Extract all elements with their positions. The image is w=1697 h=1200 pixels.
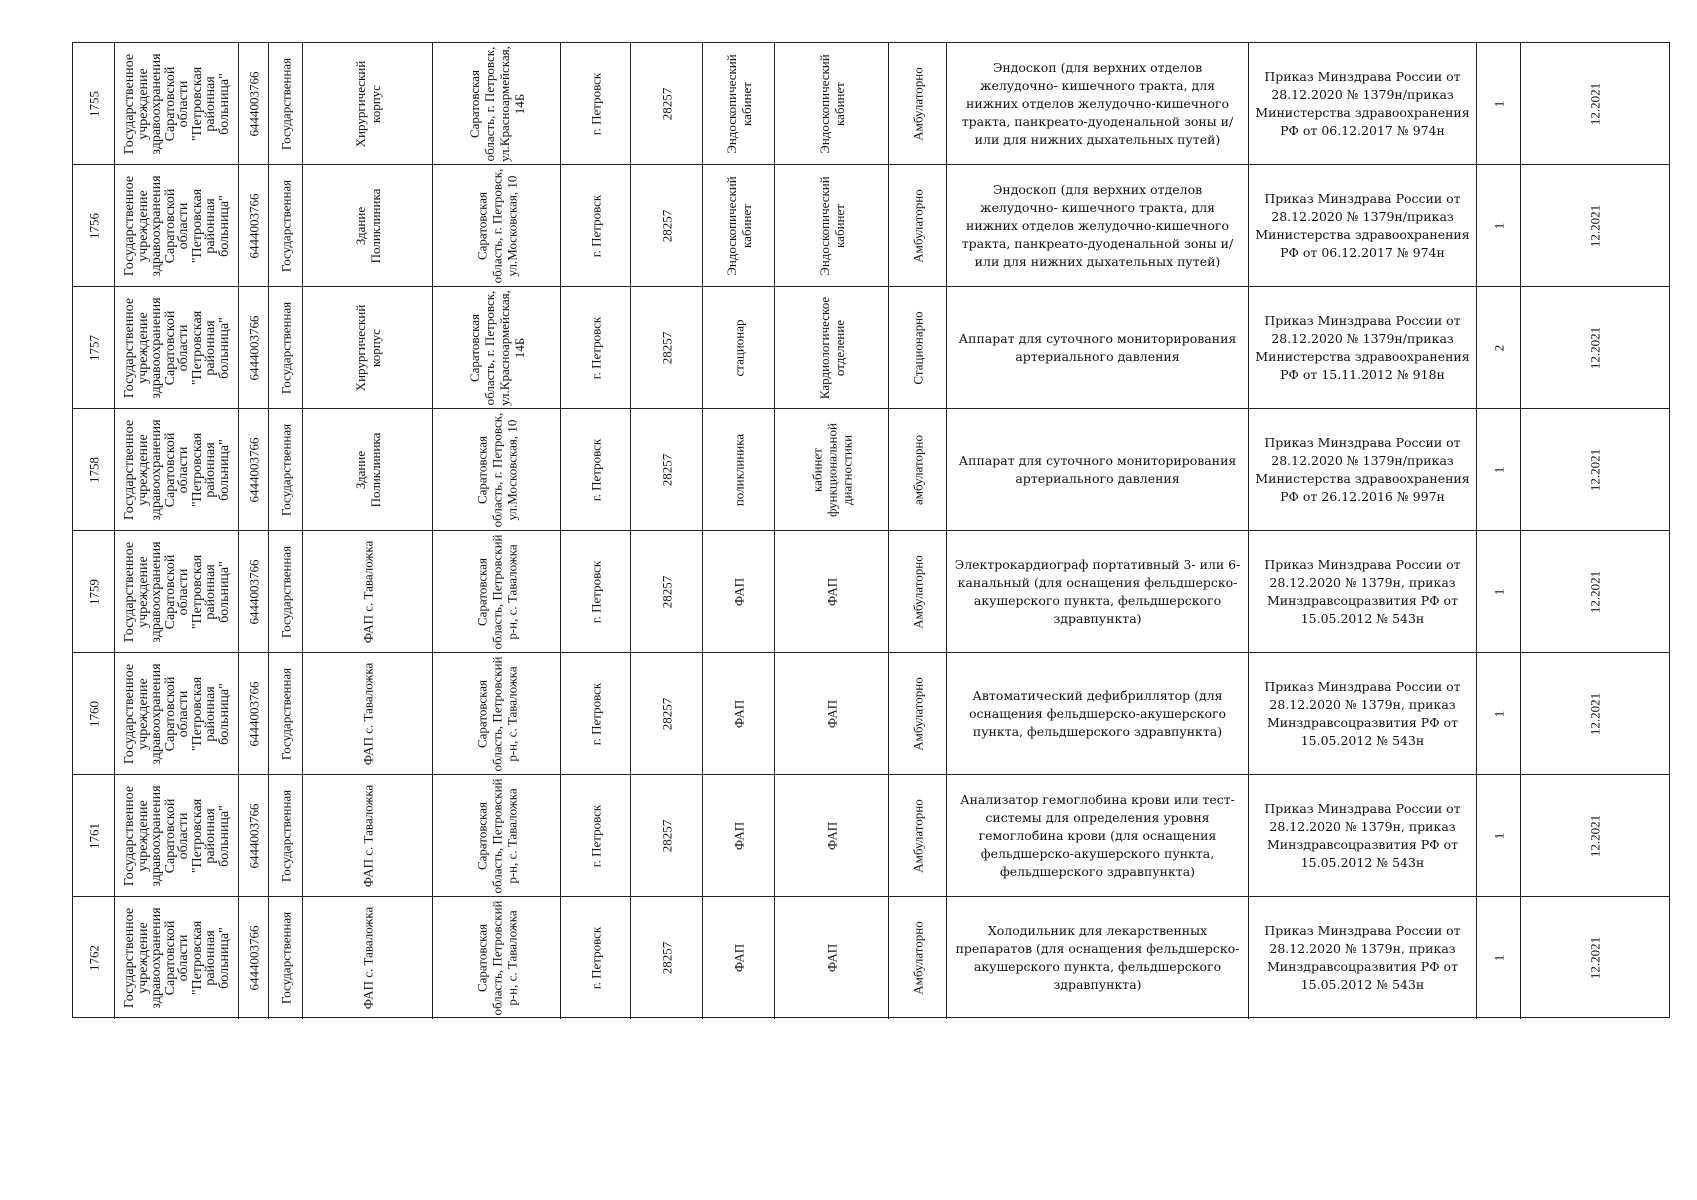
equipment-text: Аппарат для суточного мониторирования артериального давления — [958, 330, 1237, 364]
equipment-cell — [947, 409, 1249, 530]
table-row — [73, 287, 1669, 409]
record-number-cell — [73, 531, 115, 652]
table-row — [73, 775, 1669, 897]
qty-text: 1 — [1491, 954, 1506, 962]
address-text: Саратовская область, Петровский р-н, с. Таваложка — [474, 656, 519, 771]
record-number-cell — [73, 287, 115, 408]
address-cell — [433, 775, 561, 896]
ownership-cell — [269, 775, 303, 896]
equipment-cell — [947, 43, 1249, 164]
equipment-cell — [947, 287, 1249, 408]
address-text: Саратовская область, г. Петровск, ул.Красноармейская, 14Б — [466, 289, 527, 406]
care-mode-cell — [889, 653, 947, 774]
org-text: Государственное учреждение здравоохранения Саратовской области "Петровская районная больница" — [121, 52, 231, 155]
mode-text: Амбулаторно — [910, 798, 925, 873]
building-text: ФАП с. Таваложка — [360, 662, 375, 765]
order-cell — [1249, 653, 1477, 774]
equipment-cell — [947, 653, 1249, 774]
inn-cell — [239, 43, 269, 164]
code-cell — [631, 775, 703, 896]
unit-text: Эндоскопический кабинет — [723, 175, 754, 276]
date-cell — [1521, 531, 1669, 652]
organization-cell — [115, 897, 239, 1019]
num-text: 1755 — [86, 90, 101, 117]
care-mode-cell — [889, 775, 947, 896]
qty-text: 1 — [1491, 466, 1506, 473]
unit-cell — [703, 653, 775, 774]
date-text: 12.2021 — [1587, 326, 1603, 369]
address-cell — [433, 43, 561, 164]
org-text: Государственное учреждение здравоохранения Саратовской области "Петровская районная больница" — [121, 662, 231, 765]
unit-cell — [703, 531, 775, 652]
code-cell — [631, 165, 703, 286]
room-cell — [775, 775, 889, 896]
order-text: Приказ Минздрава России от 28.12.2020 № 1379н, приказ Минздравсоцразвития РФ от 15.05.2012 № 543н — [1264, 923, 1461, 992]
org-text: Государственное учреждение здравоохранения Саратовской области "Петровская районная больница" — [121, 296, 231, 399]
code-cell — [631, 531, 703, 652]
city-cell — [561, 775, 631, 896]
mode-text: Амбулаторно — [910, 188, 925, 263]
date-text: 12.2021 — [1587, 692, 1603, 735]
org-text: Государственное учреждение здравоохранения Саратовской области "Петровская районная больница" — [121, 418, 231, 521]
organization-cell — [115, 409, 239, 530]
building-cell — [303, 531, 433, 652]
city-cell — [561, 165, 631, 286]
code-text: 28257 — [659, 87, 674, 120]
room-cell — [775, 43, 889, 164]
org-text: Государственное учреждение здравоохранения Саратовской области "Петровская районная больница" — [121, 784, 231, 887]
date-text: 12.2021 — [1587, 204, 1603, 247]
city-text: г. Петровск — [588, 804, 603, 867]
record-number-cell — [73, 409, 115, 530]
care-mode-cell — [889, 287, 947, 408]
ownership-cell — [269, 531, 303, 652]
organization-cell — [115, 287, 239, 408]
room-cell — [775, 653, 889, 774]
code-text: 28257 — [659, 209, 674, 242]
organization-cell — [115, 653, 239, 774]
address-text: Саратовская область, г. Петровск, ул.Московская, 10 — [474, 168, 519, 283]
quantity-cell — [1477, 287, 1521, 408]
code-cell — [631, 287, 703, 408]
city-text: г. Петровск — [588, 194, 603, 257]
room-text: ФАП — [824, 943, 839, 973]
unit-text: ФАП — [731, 699, 746, 728]
city-text: г. Петровск — [588, 438, 603, 501]
mode-text: Амбулаторно — [910, 921, 925, 995]
inn-text: 6444003766 — [246, 193, 261, 258]
ownership-cell — [269, 165, 303, 286]
building-cell — [303, 409, 433, 530]
qty-text: 1 — [1491, 222, 1506, 229]
inn-text: 6444003766 — [246, 681, 261, 746]
equipment-text: Холодильник для лекарственных препаратов (для оснащения фельдшерско-акушерского пункта, фельдшерского здравпункта) — [955, 923, 1240, 992]
num-text: 1757 — [86, 334, 101, 361]
ownership-cell — [269, 287, 303, 408]
equipment-text: Автоматический дефибриллятор (для оснащения фельдшерско-акушерского пункта, фельдшерского здравпункта) — [968, 687, 1227, 739]
address-text: Саратовская область, г. Петровск, ул.Московская, 10 — [474, 412, 519, 527]
quantity-cell — [1477, 897, 1521, 1019]
date-cell — [1521, 653, 1669, 774]
city-cell — [561, 409, 631, 530]
code-text: 28257 — [659, 331, 674, 364]
inn-cell — [239, 165, 269, 286]
code-text: 28257 — [659, 819, 674, 852]
city-text: г. Петровск — [588, 926, 603, 990]
num-text: 1756 — [86, 212, 101, 239]
care-mode-cell — [889, 409, 947, 530]
room-text: Эндоскопический кабинет — [816, 53, 847, 154]
equipment-text: Аппарат для суточного мониторирования артериального давления — [958, 452, 1237, 486]
unit-text: Эндоскопический кабинет — [723, 53, 754, 154]
ownership-text: Государственная — [278, 789, 293, 882]
org-text: Государственное учреждение здравоохранения Саратовской области "Петровская районная больница" — [121, 540, 231, 643]
address-cell — [433, 287, 561, 408]
qty-text: 1 — [1491, 100, 1506, 107]
code-text: 28257 — [659, 941, 674, 975]
date-cell — [1521, 43, 1669, 164]
inn-cell — [239, 531, 269, 652]
organization-cell — [115, 43, 239, 164]
care-mode-cell — [889, 165, 947, 286]
quantity-cell — [1477, 409, 1521, 530]
qty-text: 2 — [1491, 344, 1506, 351]
unit-cell — [703, 409, 775, 530]
ownership-text: Государственная — [278, 545, 293, 638]
room-text: Кардиологическое отделение — [816, 296, 847, 399]
address-cell — [433, 409, 561, 530]
qty-text: 1 — [1491, 710, 1506, 717]
code-text: 28257 — [659, 453, 674, 486]
order-text: Приказ Минздрава России от 28.12.2020 № 1379н/приказ Министерства здравоохранения РФ от 06.12.2017 № 974н — [1255, 68, 1470, 138]
date-text: 12.2021 — [1587, 82, 1603, 125]
inn-text: 6444003766 — [246, 559, 261, 624]
code-cell — [631, 43, 703, 164]
unit-cell — [703, 897, 775, 1019]
ownership-cell — [269, 409, 303, 530]
equipment-cell — [947, 531, 1249, 652]
unit-cell — [703, 287, 775, 408]
order-cell — [1249, 897, 1477, 1019]
table-row — [73, 653, 1669, 775]
num-text: 1762 — [86, 945, 101, 971]
city-text: г. Петровск — [588, 72, 603, 135]
inn-text: 6444003766 — [246, 925, 261, 991]
building-text: Хирургический корпус — [352, 60, 383, 147]
ownership-cell — [269, 653, 303, 774]
order-text: Приказ Минздрава России от 28.12.2020 № 1379н/приказ Министерства здравоохранения РФ от 06.12.2017 № 974н — [1255, 190, 1470, 260]
equipment-text: Анализатор гемоглобина крови или тест-системы для определения уровня гемоглобина крови (для оснащения фельдшерско-акушерского пункта, фельдшерского здравпункта) — [960, 791, 1235, 879]
order-cell — [1249, 287, 1477, 408]
ownership-text: Государственная — [278, 911, 293, 1005]
address-text: Саратовская область, Петровский р-н, с. Таваложка — [474, 900, 519, 1016]
order-text: Приказ Минздрава России от 28.12.2020 № 1379н, приказ Минздравсоцразвития РФ от 15.05.2012 № 543н — [1264, 556, 1461, 626]
quantity-cell — [1477, 775, 1521, 896]
building-text: ФАП с. Таваложка — [360, 540, 375, 643]
room-text: ФАП — [824, 699, 839, 728]
quantity-cell — [1477, 531, 1521, 652]
ownership-text: Государственная — [278, 179, 293, 272]
equipment-cell — [947, 775, 1249, 896]
ownership-text: Государственная — [278, 423, 293, 516]
num-text: 1761 — [86, 822, 101, 849]
record-number-cell — [73, 165, 115, 286]
ownership-text: Государственная — [278, 667, 293, 760]
equipment-text: Эндоскоп (для верхних отделов желудочно- кишечного тракта, для нижних отделов желудочно-кишечного тракта, панкреато-дуоденальной зоны и/или для нижних дыхательных путей) — [961, 59, 1234, 147]
inn-text: 6444003766 — [246, 803, 261, 868]
city-cell — [561, 897, 631, 1019]
room-text: ФАП — [824, 821, 839, 850]
city-cell — [561, 287, 631, 408]
room-text: Эндоскопический кабинет — [816, 175, 847, 276]
order-text: Приказ Минздрава России от 28.12.2020 № 1379н, приказ Минздравсоцразвития РФ от 15.05.2012 № 543н — [1264, 678, 1461, 748]
unit-cell — [703, 165, 775, 286]
city-cell — [561, 531, 631, 652]
address-cell — [433, 897, 561, 1019]
unit-cell — [703, 43, 775, 164]
care-mode-cell — [889, 43, 947, 164]
record-number-cell — [73, 43, 115, 164]
city-text: г. Петровск — [588, 316, 603, 379]
date-cell — [1521, 165, 1669, 286]
quantity-cell — [1477, 43, 1521, 164]
table-row — [73, 165, 1669, 287]
building-cell — [303, 897, 433, 1019]
address-cell — [433, 653, 561, 774]
building-cell — [303, 165, 433, 286]
mode-text: Амбулаторно — [910, 66, 925, 141]
order-cell — [1249, 165, 1477, 286]
order-cell — [1249, 409, 1477, 530]
mode-text: Стационарно — [910, 310, 925, 385]
care-mode-cell — [889, 531, 947, 652]
unit-text: ФАП — [731, 821, 746, 850]
order-cell — [1249, 43, 1477, 164]
code-cell — [631, 409, 703, 530]
date-text: 12.2021 — [1587, 570, 1603, 613]
order-cell — [1249, 531, 1477, 652]
building-text: Хирургический корпус — [352, 304, 383, 391]
order-cell — [1249, 775, 1477, 896]
mode-text: амбулаторно — [910, 434, 925, 505]
city-cell — [561, 653, 631, 774]
date-cell — [1521, 897, 1669, 1019]
ownership-cell — [269, 897, 303, 1019]
inn-cell — [239, 653, 269, 774]
city-cell — [561, 43, 631, 164]
inn-text: 6444003766 — [246, 315, 261, 380]
room-text: кабинет функциональной диагностики — [809, 422, 854, 517]
organization-cell — [115, 165, 239, 286]
unit-text: поликлиника — [731, 433, 746, 506]
room-cell — [775, 409, 889, 530]
address-cell — [433, 165, 561, 286]
ownership-text: Государственная — [278, 57, 293, 150]
org-text: Государственное учреждение здравоохранения Саратовской области "Петровская районная больница" — [121, 907, 231, 1009]
date-cell — [1521, 409, 1669, 530]
record-number-cell — [73, 653, 115, 774]
organization-cell — [115, 775, 239, 896]
quantity-cell — [1477, 165, 1521, 286]
num-text: 1760 — [86, 700, 101, 727]
code-cell — [631, 897, 703, 1019]
ownership-text: Государственная — [278, 301, 293, 394]
code-text: 28257 — [659, 697, 674, 730]
room-text: ФАП — [824, 577, 839, 606]
equipment-text: Эндоскоп (для верхних отделов желудочно- кишечного тракта, для нижних отделов желудочно-кишечного тракта, панкреато-дуоденальной зоны и/или для нижних дыхательных путей) — [961, 181, 1234, 269]
num-text: 1758 — [86, 456, 101, 483]
room-cell — [775, 165, 889, 286]
address-text: Саратовская область, г. Петровск, ул.Красноармейская, 14Б — [466, 45, 527, 162]
equipment-text: Электрокардиограф портативный 3- или 6-канальный (для оснащения фельдшерско-акушерского пункта, фельдшерского здравпункта) — [954, 556, 1241, 626]
mode-text: Амбулаторно — [910, 554, 925, 629]
room-cell — [775, 531, 889, 652]
equipment-cell — [947, 165, 1249, 286]
table-row — [73, 409, 1669, 531]
inn-cell — [239, 775, 269, 896]
building-cell — [303, 775, 433, 896]
date-text: 12.2021 — [1587, 814, 1603, 857]
address-cell — [433, 531, 561, 652]
table-row — [73, 531, 1669, 653]
unit-text: ФАП — [731, 943, 746, 973]
inn-text: 6444003766 — [246, 71, 261, 136]
building-text: Здание Поликлиника — [352, 432, 383, 507]
table-row — [73, 43, 1669, 165]
qty-text: 1 — [1491, 832, 1506, 839]
care-mode-cell — [889, 897, 947, 1019]
order-text: Приказ Минздрава России от 28.12.2020 № 1379н, приказ Минздравсоцразвития РФ от 15.05.2012 № 543н — [1264, 800, 1461, 870]
unit-cell — [703, 775, 775, 896]
code-text: 28257 — [659, 575, 674, 608]
quantity-cell — [1477, 653, 1521, 774]
order-text: Приказ Минздрава России от 28.12.2020 № 1379н/приказ Министерства здравоохранения РФ от 15.11.2012 № 918н — [1255, 312, 1470, 382]
org-text: Государственное учреждение здравоохранения Саратовской области "Петровская районная больница" — [121, 174, 231, 277]
date-text: 12.2021 — [1587, 936, 1603, 980]
date-text: 12.2021 — [1587, 448, 1603, 491]
room-cell — [775, 897, 889, 1019]
address-text: Саратовская область, Петровский р-н, с. Таваложка — [474, 778, 519, 893]
record-number-cell — [73, 897, 115, 1019]
building-text: Здание Поликлиника — [352, 188, 383, 263]
date-cell — [1521, 775, 1669, 896]
building-text: ФАП с. Таваложка — [360, 784, 375, 887]
qty-text: 1 — [1491, 588, 1506, 595]
building-cell — [303, 287, 433, 408]
organization-cell — [115, 531, 239, 652]
equipment-table — [72, 42, 1670, 1018]
city-text: г. Петровск — [588, 682, 603, 745]
order-text: Приказ Минздрава России от 28.12.2020 № 1379н/приказ Министерства здравоохранения РФ от 26.12.2016 № 997н — [1255, 434, 1470, 504]
ownership-cell — [269, 43, 303, 164]
inn-cell — [239, 409, 269, 530]
unit-text: стационар — [731, 318, 746, 377]
inn-cell — [239, 287, 269, 408]
room-cell — [775, 287, 889, 408]
inn-text: 6444003766 — [246, 437, 261, 502]
table-row — [73, 897, 1669, 1019]
building-cell — [303, 653, 433, 774]
building-text: ФАП с. Таваложка — [360, 906, 375, 1010]
city-text: г. Петровск — [588, 560, 603, 623]
unit-text: ФАП — [731, 577, 746, 606]
record-number-cell — [73, 775, 115, 896]
mode-text: Амбулаторно — [910, 676, 925, 751]
equipment-cell — [947, 897, 1249, 1019]
building-cell — [303, 43, 433, 164]
date-cell — [1521, 287, 1669, 408]
code-cell — [631, 653, 703, 774]
inn-cell — [239, 897, 269, 1019]
num-text: 1759 — [86, 578, 101, 605]
address-text: Саратовская область, Петровский р-н, с. Таваложка — [474, 534, 519, 649]
